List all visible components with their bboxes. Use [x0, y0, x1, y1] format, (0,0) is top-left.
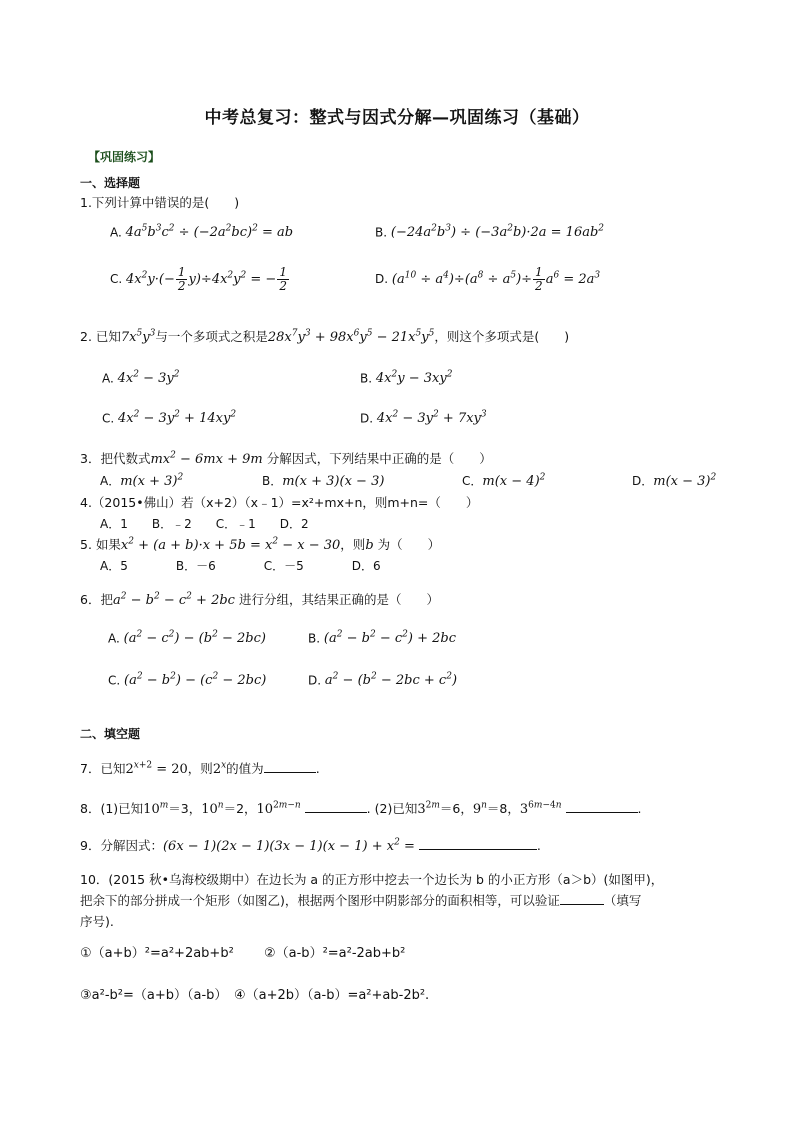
question-6-option-d	[308, 672, 457, 688]
question-4-options: A．1 B．﹣2 C．﹣1 D．2	[100, 517, 309, 531]
math-expression: $a^2 - (b^2 - 2bc + c^2)$	[324, 672, 458, 689]
option-label: C.	[110, 272, 123, 286]
option-label: A．	[100, 474, 121, 488]
math-expression: 10$^m$	[143, 800, 169, 817]
option-label: C．	[462, 474, 483, 488]
question-10-option-4: ④（a+2b）（a-b）=a²+ab-2b².	[234, 988, 430, 1003]
option-label: B.	[360, 371, 373, 386]
math-expression: $4x^2y - 3xy^2$	[375, 370, 453, 387]
option-label: D.	[308, 673, 322, 688]
math-expression: $m(x - 3)^2$	[653, 472, 717, 489]
question-6-option-a	[108, 630, 266, 646]
math-expression: $(a^2 - b^2) - (c^2 - 2bc)$	[124, 672, 267, 689]
option-label: B.	[308, 631, 321, 646]
section-subtitle: 【巩固练习】	[88, 150, 161, 164]
question-2-option-c	[102, 410, 236, 426]
question-10-option-3: ③a²-b²=（a+b）（a-b）	[80, 988, 228, 1003]
math-expression: $10^{2m-n}$	[256, 800, 301, 817]
math-expression: $28x^7y^3 + 98x^6y^5 - 21x^5y^5$	[267, 328, 435, 345]
option-label: B．	[262, 474, 283, 488]
answer-blank[interactable]	[419, 837, 537, 850]
math-expression: $3^{2m}$	[417, 800, 440, 817]
question-3-option-a	[100, 472, 183, 489]
question-10-option-2: ②（a-b）²=a²-2ab+b²	[264, 946, 406, 961]
math-expression: $m(x - 4)^2$	[482, 472, 546, 489]
question-8: 8．(1)已知$10^m=3$，$10^n=2$，$10^{2m-n}$ . (2)已知$3^{2m}=6$，$9^n=8$，$3^{6m-4n}$ .	[80, 800, 642, 817]
math-expression: $4x^2 - 3y^2$	[117, 370, 180, 387]
question-1-stem: 1.下列计算中错误的是( )	[80, 195, 240, 210]
math-expression: $7x^5y^3$	[120, 328, 156, 345]
question-5-options: A．5 B．－6 C．－5 D．6	[100, 559, 381, 573]
option-label: D.	[375, 272, 389, 286]
math-expression: $mx^2 - 6mx + 9m$	[150, 450, 263, 467]
math-expression: $x^2 + (a + b)\cdot x + 5b = x^2 - x - 30$	[120, 536, 341, 553]
math-expression: $(-24a^2b^3) \div (-3a^2b)\cdot 2a = 16ab^2$	[390, 224, 605, 241]
math-expression: 9$^n$	[472, 800, 487, 817]
answer-blank[interactable]	[305, 800, 367, 813]
question-3-stem: 3．把代数式$mx^2 - 6mx + 9m$ 分解因式，下列结果中正确的是（ ）	[80, 450, 492, 467]
option-label: B.	[375, 225, 388, 240]
math-expression: $(6x - 1)(2x - 1)(3x - 1)(x - 1) + x^2$ =	[162, 837, 415, 854]
math-expression: $2^{x+2} = 20$	[125, 760, 188, 777]
math-expression: $3^{6m-4n}$	[519, 800, 562, 817]
page-title: 中考总复习：整式与因式分解—巩固练习（基础）	[204, 108, 590, 128]
math-expression: $4a^5b^3c^2 \div (-2a^2bc)^2$ = ab	[125, 224, 294, 241]
math-expression: $(a^2 - c^2) - (b^2 - 2bc)$	[123, 630, 266, 647]
question-5-stem: 5. 如果$x^2 + (a + b)\cdot x + 5b = x^2 - x - 30$，则b 为（ ）	[80, 536, 441, 553]
option-label: D．	[632, 474, 654, 488]
question-10-option-1: ①（a+b）²=a²+2ab+b²	[80, 946, 234, 961]
math-expression: m(x + 3)(x − 3)	[282, 474, 385, 489]
math-expression: $m(x + 3)^2$	[120, 472, 184, 489]
math-expression: $4x^2y\cdot(-$ $\frac{1}{2}$ $y)\div 4x^2y^2$ = − $\frac{1}{2}$	[126, 265, 287, 293]
question-10-line-3: 序号).	[80, 914, 114, 929]
answer-blank[interactable]	[566, 800, 638, 813]
math-expression: $(a^2 - b^2 - c^2) + 2bc$	[323, 630, 457, 647]
question-3-option-b	[262, 472, 384, 489]
question-7: 7．已知$2^{x+2} = 20$，则2$^x$的值为 .	[80, 760, 320, 777]
section-fill-blank: 二、填空题	[80, 727, 141, 741]
question-6-stem: 6．把$a^2 - b^2 - c^2 + 2bc$ 进行分组，其结果正确的是（ ）	[80, 591, 439, 608]
question-10-line-2: 把余下的部分拼成一个矩形（如图乙)，根据两个图形中阴影部分的面积相等，可以验证 （填写	[80, 893, 642, 908]
option-label: A.	[102, 371, 114, 386]
question-2-option-a	[102, 370, 180, 386]
option-label: A.	[108, 631, 120, 646]
question-2-option-b	[360, 370, 452, 386]
question-1-option-d	[375, 266, 600, 293]
question-10-line-1: 10．(2015 秋•乌海校级期中）在边长为 a 的正方形中挖去一个边长为 b 的小正方形（a＞b）(如图甲)，	[80, 872, 664, 887]
question-4-stem: 4.（2015•佛山）若（x+2）（x﹣1）=x²+mx+n，则m+n=（ ）	[80, 495, 479, 510]
math-expression: 2$^x$	[212, 760, 227, 777]
section-multiple-choice: 一、选择题	[80, 176, 141, 190]
question-1-option-a	[110, 224, 293, 240]
math-expression: $(a^{10} \div a^4)\div(a^8 \div a^5)\div$ $\frac{1}{2}$ $a^6 = 2a^3$	[391, 265, 601, 293]
math-expression: $4x^2 - 3y^2 + 7xy^3$	[376, 410, 487, 427]
question-1-option-b	[375, 224, 604, 240]
question-3-option-d	[632, 472, 716, 489]
math-expression: b	[365, 538, 374, 553]
question-9: 9．分解因式：$(6x - 1)(2x - 1)(3x - 1)(x - 1) + x^2$ = .	[80, 837, 541, 854]
question-3-option-c	[462, 472, 545, 489]
question-2-stem: 2. 已知$7x^5y^3$与一个多项式之积是$28x^7y^3 + 98x^6y^5 - 21x^5y^5$，则这个多项式是( )	[80, 328, 570, 345]
option-label: D.	[360, 411, 374, 426]
question-1-option-c	[110, 266, 290, 293]
question-2-option-d	[360, 410, 487, 426]
question-6-option-b	[308, 630, 456, 646]
option-label: C.	[108, 673, 121, 688]
math-expression: 10$^n$	[201, 800, 224, 817]
answer-blank[interactable]	[264, 760, 316, 773]
option-label: A.	[110, 225, 122, 240]
question-6-option-c	[108, 672, 266, 688]
math-expression: $a^2 - b^2 - c^2 + 2bc$	[112, 591, 235, 608]
math-expression: $4x^2 - 3y^2 + 14xy^2$	[118, 410, 237, 427]
answer-blank[interactable]	[560, 892, 604, 905]
option-label: C.	[102, 411, 115, 426]
